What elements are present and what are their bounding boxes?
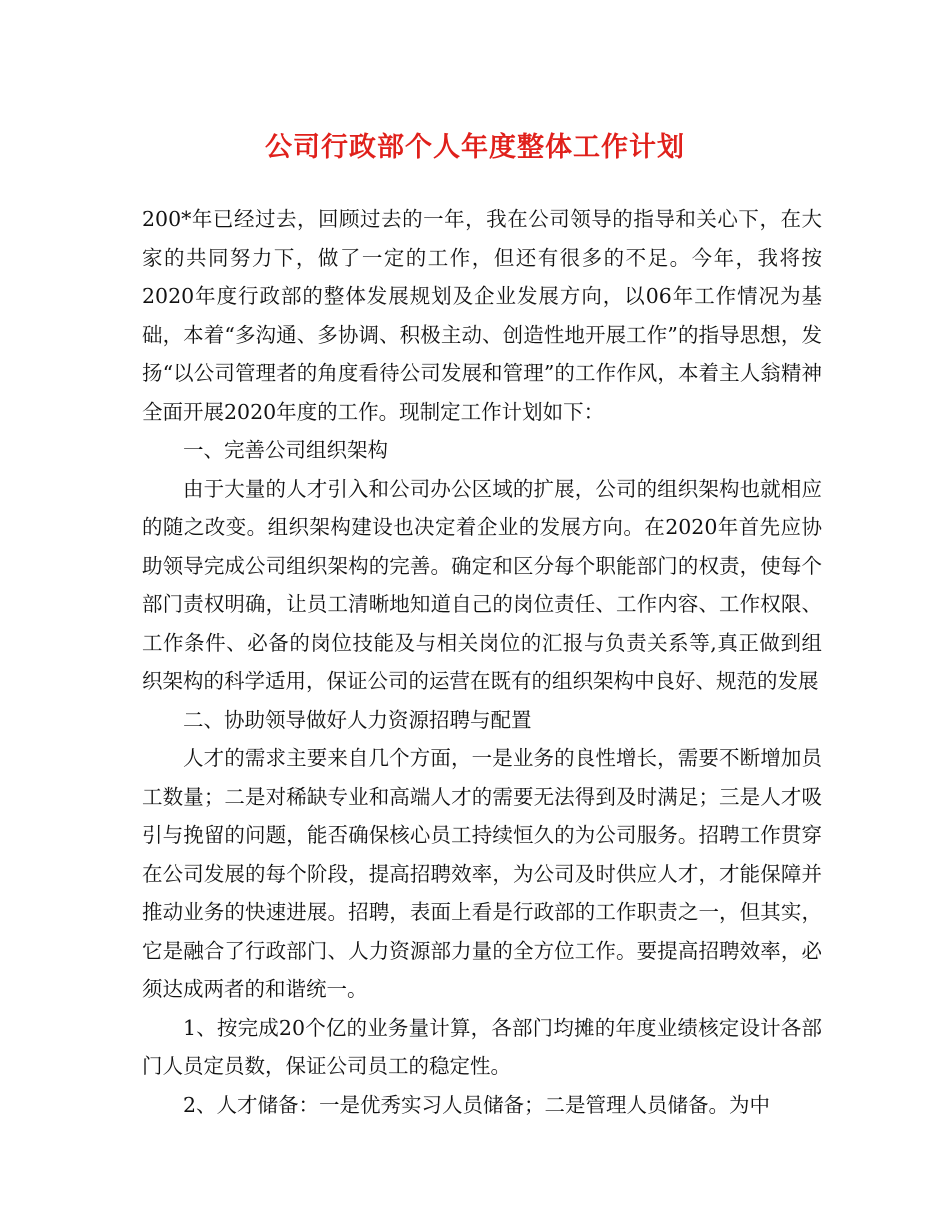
list-item-2: 2、人才储备：一是优秀实习人员储备；二是管理人员储备。为中 bbox=[183, 1092, 771, 1117]
intro-paragraph: 200*年已经过去，回顾过去的一年，我在公司领导的指导和关心下，在大家的共同努力下，做了一定的工作，但还有很多的不足。今年，我将按2020年度行政部的整体发展规划及企业发展方向，以06年工作情况为基础，本着“多沟通、多协调、积极主动、创造性地开展工作”的指导思想，发扬“以公司管理者的角度看待公司发展和管理”的工作作风，本着主人翁精神全面开展2020年度的工作。现制定工作计划如下： bbox=[142, 207, 822, 424]
section-paragraph-2: 人才的需求主要来自几个方面，一是业务的良性增长，需要不断增加员工数量；二是对稀缺专业和高端人才的需要无法得到及时满足；三是人才吸引与挽留的问题，能否确保核心员工持续恒久的为公司服务。招聘工作贯穿在公司发展的每个阶段，提高招聘效率，为公司及时供应人才，才能保障并推动业务的快速进展。招聘，表面上看是行政部的工作职责之一，但其实，它是融合了行政部门、人力资源部力量的全方位工作。要提高招聘效率，必须达成两者的和谐统一。 bbox=[142, 746, 822, 1001]
document-title: 公司行政部个人年度整体工作计划 bbox=[265, 132, 685, 163]
section-heading-1: 一、完善公司组织架构 bbox=[183, 438, 388, 462]
list-item-1: 1、按完成20个亿的业务量计算，各部门均摊的年度业绩核定设计各部门人员定员数，保证公司员工的稳定性。 bbox=[142, 1015, 822, 1078]
document-body bbox=[142, 200, 822, 1124]
section-paragraph-1: 由于大量的人才引入和公司办公区域的扩展，公司的组织架构也就相应的随之改变。组织架构建设也决定着企业的发展方向。在2020年首先应协助领导完成公司组织架构的完善。确定和区分每个职能部门的权责，使每个部门责权明确，让员工清晰地知道自己的岗位责任、工作内容、工作权限、工作条件、必备的岗位技能及与相关岗位的汇报与负责关系等,真正做到组织架构的科学适用，保证公司的运营在既有的组织架构中良好、规范的发展 bbox=[142, 476, 822, 693]
section-heading-2: 二、协助领导做好人力资源招聘与配置 bbox=[183, 707, 532, 732]
